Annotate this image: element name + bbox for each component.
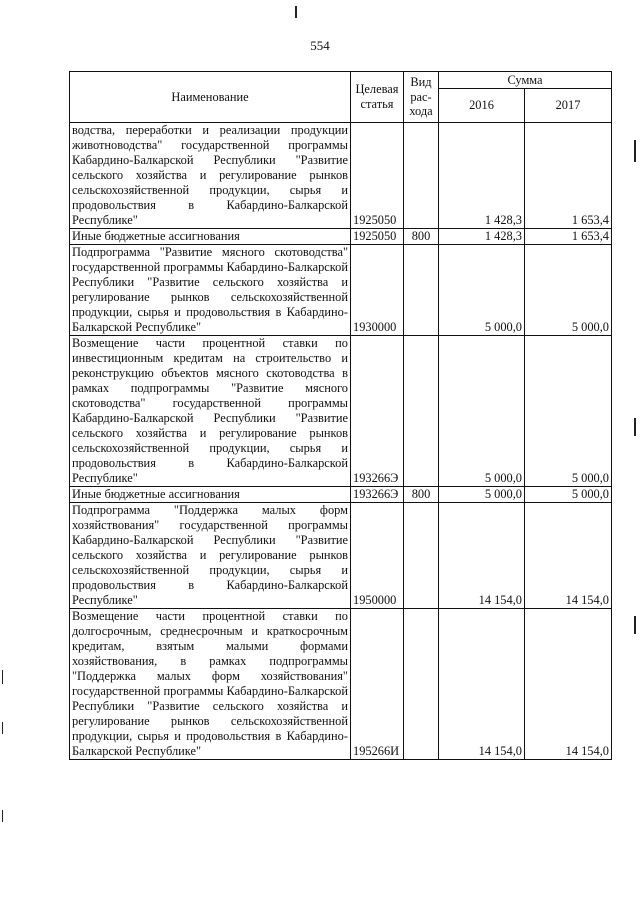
row-name: Подпрограмма "Развитие мясного скотоводства" государственной программы Кабардино-Балкарской Республики "Развитие сельского хозяйства и регулирование рынков сельскохозяйственной продукции, сырья и продовольствия в Кабардино-Балкарской Республике" <box>70 245 351 336</box>
header-expense-type-line3: хода <box>409 104 433 119</box>
row-name: Иные бюджетные ассигнования <box>70 487 351 503</box>
scan-mark-right <box>634 140 636 162</box>
row-code: 1925050 <box>351 229 404 245</box>
table-row <box>70 245 612 336</box>
row-code: 193266Э <box>351 487 404 503</box>
header-year-2017: 2017 <box>525 89 612 123</box>
table-row <box>70 609 612 760</box>
row-sum-2016: 5 000,0 <box>439 336 525 487</box>
row-sum-2017: 1 653,4 <box>525 229 612 245</box>
row-name: Возмещение части процентной ставки по инвестиционным кредитам на строительство и реконструкцию объектов мясного скотоводства в рамках подпрограммы "Развитие мясного скотоводства" государственной программы Кабардино-Балкарской Республики "Развитие сельского хозяйства и регулирование рынков сельскохозяйственной продукции, сырья и продовольствия в Кабардино-Балкарской Республике" <box>70 336 351 487</box>
row-name: водства, переработки и реализации продукции животноводства" государственной программы Кабардино-Балкарской Республики "Развитие сельского хозяйства и регулирование рынков сельскохозяйственной продукции, сырья и продовольствия в Кабардино-Балкарской Республике" <box>70 123 351 229</box>
row-type <box>404 503 439 609</box>
scan-mark-right <box>634 418 636 436</box>
row-code: 195266И <box>351 609 404 760</box>
budget-table <box>69 71 612 760</box>
row-sum-2017: 1 653,4 <box>525 123 612 229</box>
row-sum-2017: 14 154,0 <box>525 609 612 760</box>
row-code: 1925050 <box>351 123 404 229</box>
scan-mark-right <box>634 616 636 634</box>
row-code: 1950000 <box>351 503 404 609</box>
row-sum-2017: 5 000,0 <box>525 336 612 487</box>
row-sum-2016: 1 428,3 <box>439 229 525 245</box>
scan-mark-top <box>295 6 297 18</box>
row-name: Возмещение части процентной ставки по долгосрочным, среднесрочным и краткосрочным кредитам, взятым малыми формами хозяйствования, в рамках подпрограммы "Поддержка малых форм хозяйствования" государственной программы Кабардино-Балкарской Республики "Развитие сельского хозяйства и регулирование рынков сельскохозяйственной продукции, сырья и продовольствия в Кабардино-Балкарской Республике" <box>70 609 351 760</box>
header-sum: Сумма <box>439 72 612 89</box>
row-type <box>404 609 439 760</box>
row-type: 800 <box>404 229 439 245</box>
row-sum-2017: 5 000,0 <box>525 245 612 336</box>
row-sum-2016: 14 154,0 <box>439 503 525 609</box>
row-type <box>404 336 439 487</box>
row-sum-2017: 5 000,0 <box>525 487 612 503</box>
row-sum-2016: 5 000,0 <box>439 487 525 503</box>
row-name: Иные бюджетные ассигнования <box>70 229 351 245</box>
row-type <box>404 245 439 336</box>
row-sum-2016: 14 154,0 <box>439 609 525 760</box>
row-type <box>404 123 439 229</box>
table-row <box>70 229 612 245</box>
header-expense-type-line1: Вид <box>410 75 432 90</box>
header-year-2016: 2016 <box>439 89 525 123</box>
page-number: 554 <box>310 38 330 53</box>
scan-mark-left <box>2 810 3 822</box>
header-target-article <box>351 72 404 123</box>
row-sum-2016: 1 428,3 <box>439 123 525 229</box>
scan-mark-left <box>2 670 3 684</box>
row-code: 193266Э <box>351 336 404 487</box>
header-expense-type-line2: рас- <box>410 89 432 104</box>
header-target-article-line1: Целевая <box>355 82 399 96</box>
row-sum-2017: 14 154,0 <box>525 503 612 609</box>
row-sum-2016: 5 000,0 <box>439 245 525 336</box>
header-target-article-line2: статья <box>360 97 394 111</box>
table-row <box>70 336 612 487</box>
scan-mark-left <box>2 722 3 734</box>
row-code: 1930000 <box>351 245 404 336</box>
header-expense-type <box>404 72 439 123</box>
table-row <box>70 123 612 229</box>
table-row <box>70 503 612 609</box>
row-name: Подпрограмма "Поддержка малых форм хозяйствования" государственной программы Кабардино-Балкарской Республики "Развитие сельского хозяйства и регулирование рынков сельскохозяйственной продукции, сырья и продовольствия в Кабардино-Балкарской Республике" <box>70 503 351 609</box>
row-type: 800 <box>404 487 439 503</box>
header-name: Наименование <box>70 72 351 123</box>
table-row <box>70 487 612 503</box>
